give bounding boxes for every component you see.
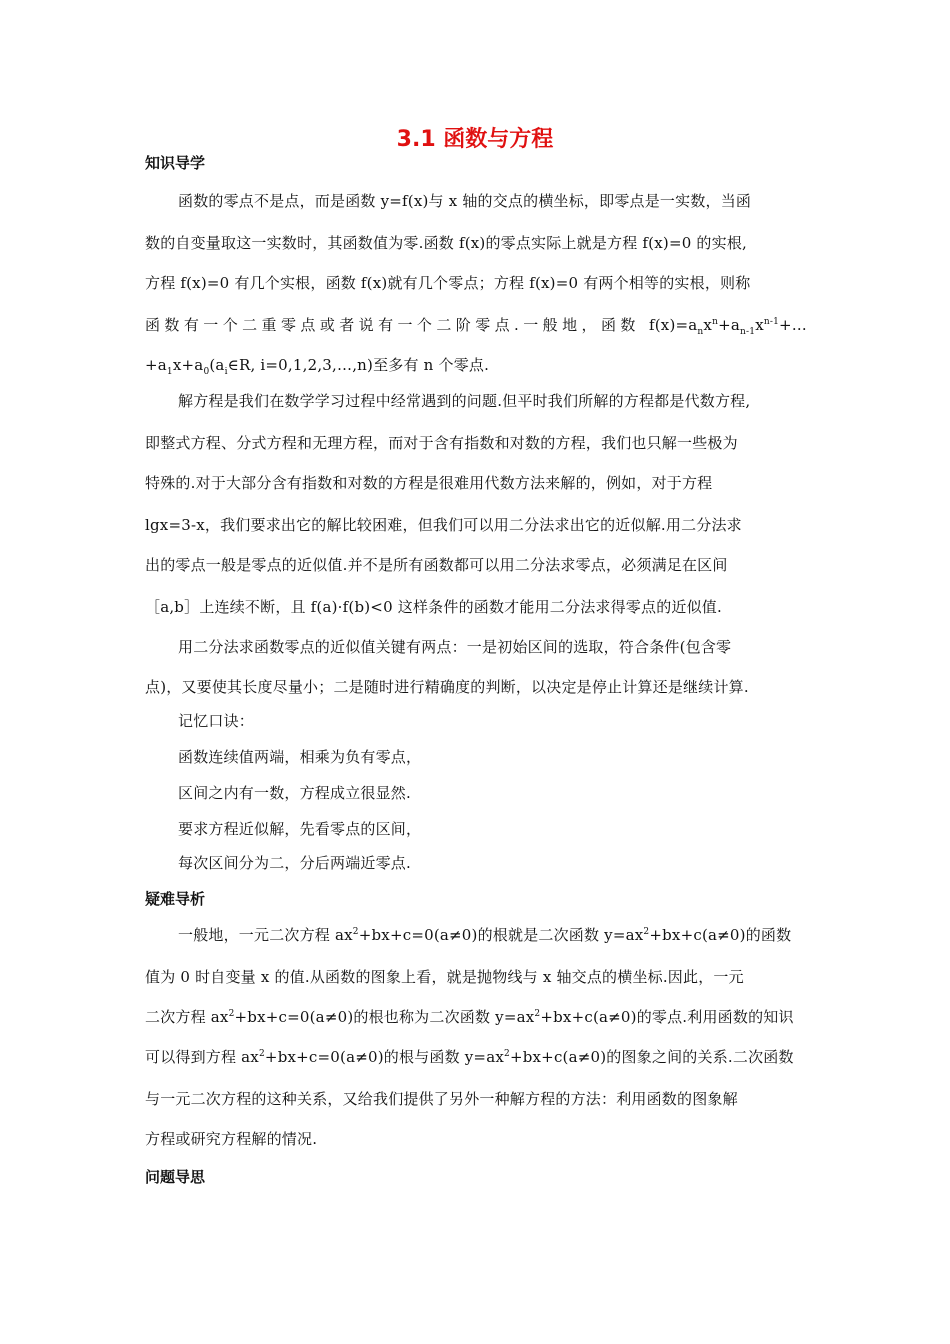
paragraph-line: 二次方程 $ax^2+bx+c=0(a\ne 0)$的根也称为二次函数 $y=ax^2+bx+c(a\ne 0)$的零点.利用函数的知识 [145,1008,794,1026]
paragraph-line: 数的自变量取这一实数时，其函数值为零.函数 f(x)的零点实际上就是方程 f(x)=0 的实根, [145,234,747,252]
paragraph-line: 解方程是我们在数学学习过程中经常遇到的问题.但平时我们所解的方程都是代数方程, [178,392,751,410]
section-heading-knowledge: 知识导学 [145,154,206,172]
paragraph-line: 方程或研究方程解的情况. [145,1130,318,1148]
section-heading-questions: 问题导思 [145,1168,206,1186]
paragraph-line: 函数有一个二重零点或者说有一个二阶零点.一般地，函数 $f(x)=a_nx^n+a_{n-1}x^{n-1}+\dots$ [145,316,807,337]
mnemonic-label: 记忆口诀： [178,712,255,730]
document-title: 3.1 函数与方程 [396,127,554,152]
paragraph-line: 可以得到方程 $ax^2+bx+c=0(a\ne 0)$的根与函数 $y=ax^2+bx+c(a\ne 0)$的图象之间的关系.二次函数 [145,1048,794,1066]
paragraph-line: 函数的零点不是点，而是函数 y=f(x)与 x 轴的交点的横坐标，即零点是一实数，当函 [178,192,752,210]
paragraph-line: 即整式方程、分式方程和无理方程，而对于含有指数和对数的方程，我们也只解一些极为 [145,434,738,452]
paragraph-line: 点)，又要使其长度尽量小；二是随时进行精确度的判断，以决定是停止计算还是继续计算. [145,678,749,696]
paragraph-line: ［a,b］上连续不断，且 f(a)·f(b)<0 这样条件的函数才能用二分法求得零点的近似值. [145,598,722,616]
mnemonic-line: 要求方程近似解，先看零点的区间， [178,820,422,838]
paragraph-line: 与一元二次方程的这种关系，又给我们提供了另外一种解方程的方法：利用函数的图象解 [145,1090,738,1108]
mnemonic-line: 函数连续值两端，相乘为负有零点， [178,748,422,766]
mnemonic-line: 每次区间分为二，分后两端近零点. [178,854,411,872]
paragraph-line: lgx=3-x，我们要求出它的解比较困难，但我们可以用二分法求出它的近似解.用二分法求 [145,516,742,534]
paragraph-line: 用二分法求函数零点的近似值关键有两点：一是初始区间的选取，符合条件(包含零 [178,638,732,656]
paragraph-line: 特殊的.对于大部分含有指数和对数的方程是很难用代数方法来解的，例如，对于方程 [145,474,713,492]
paragraph-line: 值为 0 时自变量 x 的值.从函数的图象上看，就是抛物线与 x 轴交点的横坐标.因此，一元 [145,968,744,986]
paragraph-line: $+a_1x+a_0(a_i\in R$, i=0,1,2,3,…,n)至多有 n 个零点. [145,356,490,377]
paragraph-line: 方程 f(x)=0 有几个实根，函数 f(x)就有几个零点；方程 f(x)=0 有两个相等的实根，则称 [145,274,751,292]
paragraph-line: 出的零点一般是零点的近似值.并不是所有函数都可以用二分法求零点，必须满足在区间 [145,556,728,574]
mnemonic-line: 区间之内有一数，方程成立很显然. [178,784,411,802]
paragraph-line: 一般地，一元二次方程 $ax^2+bx+c=0(a\ne 0)$的根就是二次函数 $y=ax^2+bx+c(a\ne 0)$的函数 [178,926,792,944]
section-heading-difficulty: 疑难导析 [145,890,206,908]
